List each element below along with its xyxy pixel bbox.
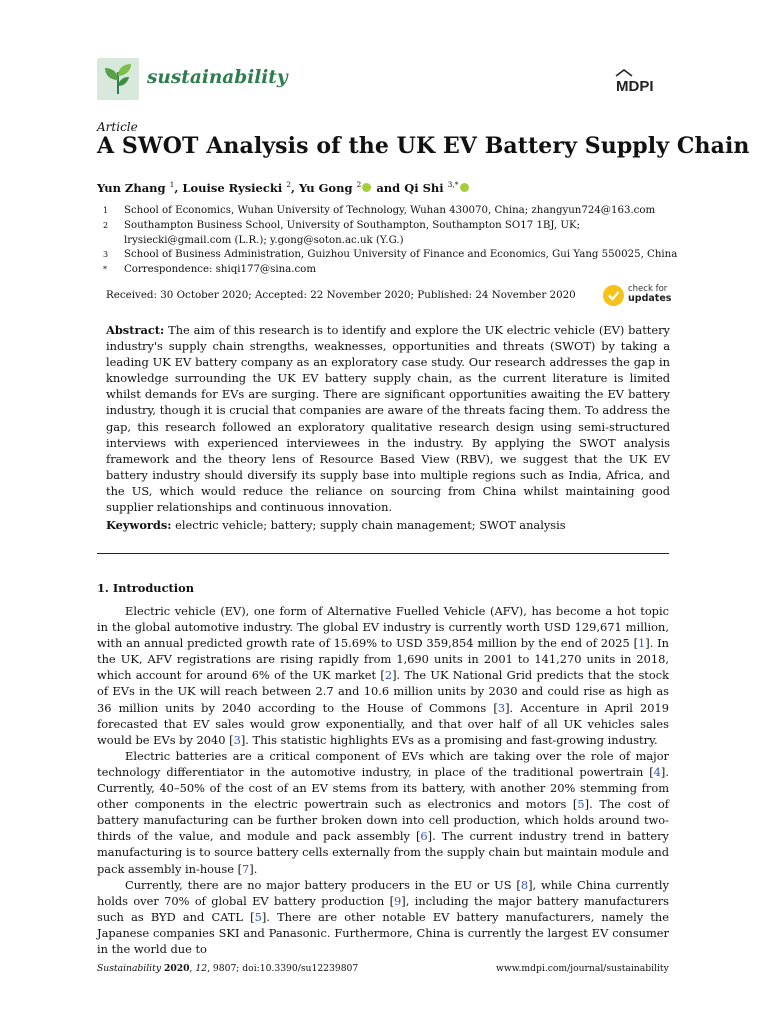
body-paragraph <box>97 603 669 748</box>
author-affil-sup: 3,* <box>447 180 459 189</box>
check-for-updates-icon[interactable] <box>603 285 624 306</box>
abstract <box>106 322 670 515</box>
author-affil-sup: 1 <box>169 180 175 189</box>
article-type: Article <box>97 120 138 134</box>
section-heading <box>97 581 194 595</box>
reference-link[interactable]: 7 <box>242 861 250 876</box>
body-text-span: ]. There are other notable EV battery manufacturers, namely the Japanese companies SKI and Panasonic. Furthermore, China is currently the largest EV consumer in the world due to <box>97 909 669 956</box>
reference-link[interactable]: 6 <box>420 829 428 844</box>
body-paragraph <box>97 877 669 957</box>
check-for-updates-line2: updates <box>628 293 672 304</box>
reference-link[interactable]: 5 <box>254 909 262 924</box>
body-text-span: ]. Accenture in April 2019 forecasted that EV sales would grow exponentially, and that over half of all UK vehicles sales would be EVs by 2040 [ <box>97 700 669 747</box>
keywords-text: electric vehicle; battery; supply chain management; SWOT analysis <box>175 518 566 532</box>
affiliation-text: Southampton Business School, University of Southampton, Southampton SO17 1BJ, UK; <box>124 220 581 231</box>
journal-name: sustainability <box>147 67 288 88</box>
body-text-span: ]. This statistic highlights EVs as a promising and fast-growing industry. <box>240 732 658 747</box>
orcid-icon[interactable] <box>362 183 371 192</box>
author-name: Louise Rysiecki <box>182 180 283 195</box>
affiliation-number: * <box>103 265 107 274</box>
section-number: 1. <box>97 581 109 595</box>
author-affil-sup: 2 <box>356 180 362 189</box>
author-list <box>97 180 470 195</box>
body-paragraph <box>97 748 669 877</box>
mdpi-logo-icon <box>612 68 670 98</box>
footer-journal: Sustainability <box>97 963 162 974</box>
footer-volume: 12 <box>195 963 208 974</box>
abstract-label: Abstract: <box>106 323 165 337</box>
author-separator: and <box>376 180 401 195</box>
journal-url-link[interactable]: www.mdpi.com/journal/sustainability <box>496 963 669 974</box>
sustainability-leaf-logo-icon <box>97 58 139 100</box>
affiliation-text: School of Business Administration, Guizhou University of Finance and Economics, Gui Yang 550025, China <box>124 249 678 260</box>
section-divider <box>97 553 669 554</box>
keywords-label: Keywords: <box>106 518 172 532</box>
footer-doi: , 9807; doi:10.3390/su12239807 <box>207 963 359 974</box>
keywords <box>106 518 566 532</box>
introduction-body <box>97 603 669 957</box>
citation-footer: Sustainability 2020, 12, 9807; doi:10.3390/su12239807 <box>97 963 359 974</box>
affiliation-number: 3 <box>103 250 109 259</box>
publication-dates: Received: 30 October 2020; Accepted: 22 November 2020; Published: 24 November 2020 <box>106 289 576 301</box>
body-text-span: ], including the major battery manufacturers such as BYD and CATL [ <box>97 893 669 924</box>
reference-link[interactable]: 3 <box>497 700 506 715</box>
body-text-span: Currently, there are no major battery producers in the EU or US [ <box>125 877 521 892</box>
body-text-span: ], while China currently holds over 70% of global EV battery production [ <box>97 877 669 908</box>
body-text-span: ]. Currently, 40–50% of the cost of an EV stems from its battery, with another 20% stemming from other components in the electric powertrain such as electronics and motors [ <box>97 764 669 812</box>
body-text-span: ]. <box>249 861 258 876</box>
reference-link[interactable]: 5 <box>577 797 585 812</box>
orcid-icon[interactable] <box>460 183 469 192</box>
body-text-span: ]. In the UK, AFV registrations are rising rapidly from 1,690 units in 2001 to 141,270 units in 2018, which account for around 6% of the UK market [ <box>97 636 669 683</box>
body-text-span: ]. The UK National Grid predicts that the stock of EVs in the UK will reach between 2.7 and 10.6 million units by 2030 and could rise as high as 36 million units by 2040 according to the House of Commons [ <box>97 668 670 715</box>
check-for-updates-line1: check for <box>628 284 668 294</box>
check-for-updates-link[interactable] <box>628 284 671 304</box>
body-text-span: Electric batteries are a critical component of EVs which are taking over the role of major technology differentiator in the automotive industry, in place of the traditional powertrain [ <box>97 748 669 779</box>
author-name: Qi Shi <box>404 180 444 195</box>
author-name: Yu Gong <box>299 180 353 195</box>
reference-link[interactable]: 4 <box>653 764 661 779</box>
body-text-span: Electric vehicle (EV), one form of Alternative Fuelled Vehicle (AFV), has become a hot topic in the global automotive industry. The global EV industry is currently worth USD 129,671 million, with an annual predicted growth rate of 15.69% to USD 359,854 million by the end of 2025 [ <box>97 604 669 651</box>
author-affil-sup: 2 <box>286 180 291 189</box>
author-separator: , <box>174 180 179 195</box>
correspondence-text: Correspondence: shiqi177@sina.com <box>124 264 316 275</box>
affiliation-text: School of Economics, Wuhan University of Technology, Wuhan 430070, China; zhangyun724@163.com <box>124 205 656 216</box>
affiliation-number: 1 <box>103 206 109 215</box>
reference-link[interactable]: 2 <box>384 668 393 683</box>
author-separator: , <box>291 180 296 195</box>
body-text-span: ]. The cost of battery manufacturing can be further broken down into cell production, which holds around two-thirds of the value, and module and pack assembly [ <box>97 797 669 844</box>
body-text-span: ]. The current industry trend in battery manufacturing is to source battery cells externally from the supply chain but maintain module and pack assembly in-house [ <box>97 829 669 876</box>
affiliation-text: lrysiecki@gmail.com (L.R.); y.gong@soton.ac.uk (Y.G.) <box>124 235 404 246</box>
reference-link[interactable]: 9 <box>394 893 402 908</box>
footer-year: 2020 <box>163 963 190 974</box>
reference-link[interactable]: 1 <box>638 636 646 651</box>
reference-link[interactable]: 3 <box>233 732 241 747</box>
section-title: Introduction <box>112 581 194 595</box>
abstract-text: The aim of this research is to identify and explore the UK electric vehicle (EV) battery industry's supply chain strengths, weaknesses, opportunities and threats (SWOT) by taking a leading UK EV battery company as an exploratory case study. Our research addresses the gap in knowledge surrounding the UK EV battery supply chain, as the current literature is limited whilst demands for EVs are surging. There are significant opportunities awaiting the EV battery industry, though it is crucial that companies are aware of the threats facing them. To address the gap, this research followed an exploratory qualitative research design using semi-structured interviews with experienced interviewees in the industry. By applying the SWOT analysis framework and the theory lens of Resource Based View (RBV), we suggest that the UK EV battery industry should diversify its supply base into multiple regions such as India, Africa, and the US, which would reduce the reliance on sourcing from China whilst maintaining good supplier relationships and continuous innovation. <box>106 323 670 515</box>
affiliation-number: 2 <box>103 221 109 230</box>
author-name: Yun Zhang <box>97 180 166 195</box>
mdpi-logo-text: MDPI <box>616 78 654 95</box>
paper-title: A SWOT Analysis of the UK EV Battery Supply Chain <box>97 133 750 159</box>
reference-link[interactable]: 8 <box>520 877 529 892</box>
